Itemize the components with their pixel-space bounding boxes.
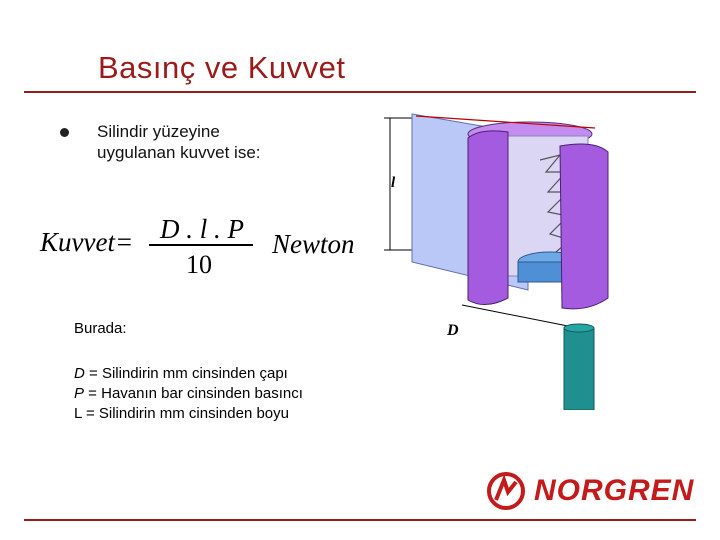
- formula-denominator: 10: [186, 250, 212, 279]
- legend-var: L: [74, 405, 82, 422]
- cylinder-diagram: [380, 100, 710, 410]
- formula-lhs: Kuvvet=: [40, 227, 134, 257]
- legend-var: P: [74, 385, 85, 402]
- cylinder-wall-left: [468, 131, 508, 305]
- bullet-text: [97, 121, 261, 163]
- bullet-line-2: uygulanan kuvvet ise:: [97, 143, 261, 162]
- norgren-logo: [484, 470, 699, 512]
- piston-rod-top: [564, 324, 594, 332]
- legend-var: D: [74, 365, 85, 382]
- piston-rod: [564, 328, 594, 410]
- label-d: D: [447, 322, 459, 339]
- bullet-line-1: Silindir yüzeyine: [97, 122, 220, 141]
- formula-numerator: D . l . P: [160, 214, 244, 244]
- legend-item-l: [74, 404, 303, 424]
- legend-item-p: [74, 384, 303, 404]
- variable-legend: [74, 364, 303, 424]
- legend-desc: = Silindirin mm cinsinden boyu: [81, 405, 289, 422]
- cylinder-wall-right: [560, 144, 608, 309]
- footer-divider: [24, 519, 696, 521]
- formula-unit: Newton: [272, 229, 355, 259]
- legend-desc: = Havanın bar cinsinden basıncı: [84, 385, 303, 402]
- legend-desc: = Silindirin mm cinsinden çapı: [84, 365, 288, 382]
- title-divider: [24, 91, 696, 93]
- fraction-bar: [149, 244, 253, 246]
- bullet-dot: [60, 128, 69, 137]
- legend-item-d: [74, 364, 303, 384]
- label-l: l: [391, 175, 396, 191]
- slide-title: Basınç ve Kuvvet: [98, 50, 346, 85]
- norgren-emblem-icon: [484, 470, 528, 512]
- logo-text: NORGREN: [534, 474, 695, 507]
- burada-label: Burada:: [74, 320, 127, 337]
